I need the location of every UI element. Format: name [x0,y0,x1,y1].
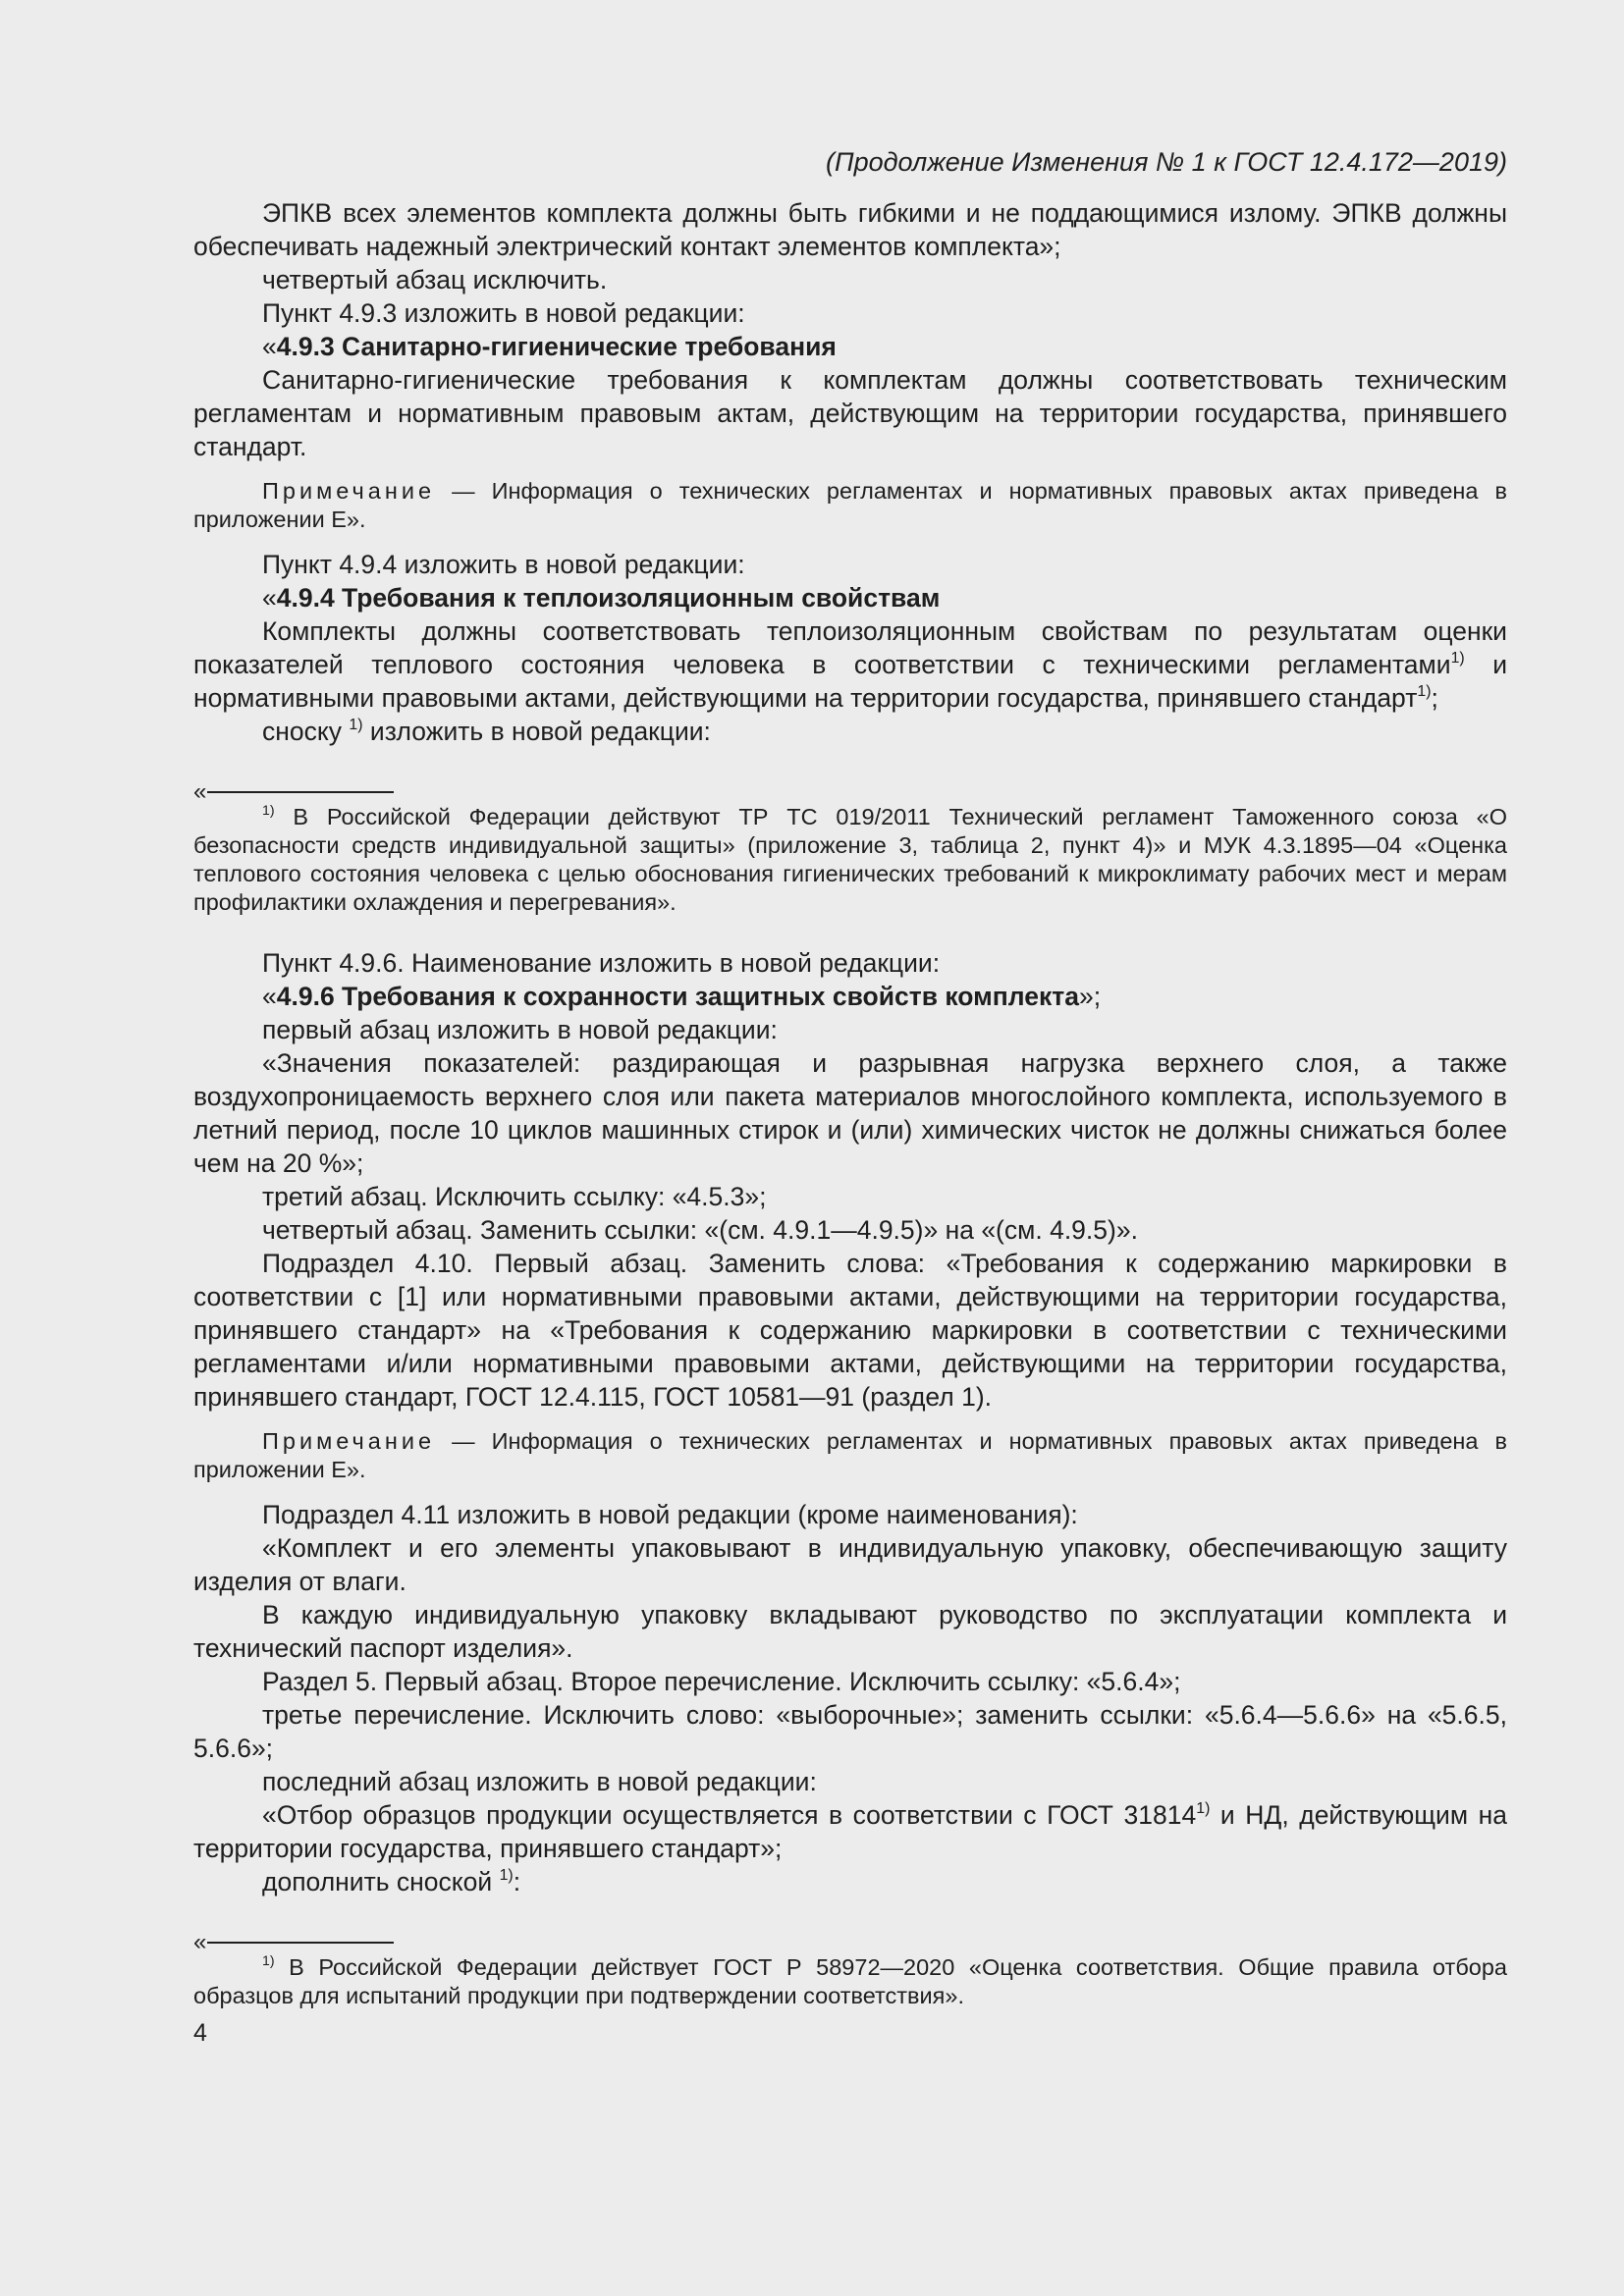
paragraph: последний абзац изложить в новой редакции: [262,1767,817,1796]
paragraph: первый абзац изложить в новой редакции: [262,1015,778,1044]
paragraph: Санитарно-гигиенические требования к комплектам должны соответствовать техническим регламентам и нормативным правовым актам, действующим на территории государства, принявшего стандарт. [193,365,1507,461]
paragraph: сноску $^{1)}$ изложить в новой редакции: [262,717,711,746]
paragraph: третий абзац. Исключить ссылку: «4.5.3»; [262,1182,767,1211]
section-heading-4-9-4: «4.9.4 Требования к теплоизоляционным свойствам [262,583,941,613]
paragraph: Подраздел 4.11 изложить в новой редакции (кроме наименования): [262,1500,1078,1529]
footnote-text: $^{1)}$ В Российской Федерации действуют ТР ТС 019/2011 Технический регламент Таможенного союза «О безопасности средств индивидуальной защиты» (приложение 3, таблица 2, пункт 4)» и МУК 4.3.1895—04 «Оценка теплового состояния человека с целью обоснования гигиенических требований к микроклимату рабочих мест и мерам профилактики охлаждения и перегревания». [193,802,1507,915]
paragraph: четвертый абзац исключить. [262,265,608,294]
paragraph: «Значения показателей: раздирающая и разрывная нагрузка верхнего слоя, а также воздухопроницаемость верхнего слоя или пакета материалов многослойного комплекта, используемого в летний период, после 10 циклов машинных стирок и (или) химических чисток не должны снижаться более чем на 20 %»; [193,1048,1507,1178]
paragraph: Пункт 4.9.6. Наименование изложить в новой редакции: [262,948,941,978]
note: Примечание — Информация о технических регламентах и нормативных правовых актах приведена в приложении Е». [193,478,1507,532]
footnote-separator: « [193,781,1507,803]
paragraph: четвертый абзац. Заменить ссылки: «(см. 4.9.1—4.9.5)» на «(см. 4.9.5)». [262,1215,1138,1245]
section-heading-4-9-3: «4.9.3 Санитарно-гигиенические требования [262,332,837,361]
paragraph: Комплекты должны соответствовать теплоизоляционным свойствам по результатам оценки показателей теплового состояния человека в соответствии с техническими регламентами$^{1)}$ и нормативными правовыми актами, действующими на территории государства, принявшего стандарт$^{1)}$; [193,616,1507,713]
document-page [193,145,1507,2048]
paragraph: «Комплект и его элементы упаковывают в индивидуальную упаковку, обеспечивающую защиту изделия от влаги. [193,1533,1507,1596]
footnote-block [193,1929,1507,2010]
paragraph: Пункт 4.9.3 изложить в новой редакции: [262,298,745,328]
page-number: 4 [193,2019,207,2047]
paragraph: ЭПКВ всех элементов комплекта должны быть гибкими и не поддающимися излому. ЭПКВ должны обеспечивать надежный электрический контакт элементов комплекта»; [193,198,1507,261]
paragraph: дополнить сноской $^{1)}$: [262,1867,521,1896]
paragraph: Подраздел 4.10. Первый абзац. Заменить слова: «Требования к содержанию маркировки в соответствии с [1] или нормативными правовыми актами, действующими на территории государства, принявшего стандарт» на «Требования к содержанию маркировки в соответствии с техническими регламентами и/или нормативными правовыми актами, действующими на территории государства, принявшего стандарт, ГОСТ 12.4.115, ГОСТ 10581—91 (раздел 1). [193,1249,1507,1412]
running-header: (Продолжение Изменения № 1 к ГОСТ 12.4.172—2019) [826,147,1507,177]
paragraph: Раздел 5. Первый абзац. Второе перечисление. Исключить ссылку: «5.6.4»; [262,1667,1181,1696]
footnote-block [193,778,1507,917]
paragraph: третье перечисление. Исключить слово: «выборочные»; заменить ссылки: «5.6.4—5.6.6» на «5.6.5, 5.6.6»; [193,1700,1507,1763]
note: Примечание — Информация о технических регламентах и нормативных правовых актах приведена в приложении Е». [193,1428,1507,1482]
section-heading-4-9-6: «4.9.6 Требования к сохранности защитных свойств комплекта»; [262,982,1102,1011]
paragraph: В каждую индивидуальную упаковку вкладывают руководство по эксплуатации комплекта и технический паспорт изделия». [193,1600,1507,1663]
footnote-text: $^{1)}$ В Российской Федерации действует ГОСТ Р 58972—2020 «Оценка соответствия. Общие правила отбора образцов для испытаний продукции при подтверждении соответствия». [193,1952,1507,2008]
footnote-separator: « [193,1932,1507,1953]
paragraph: Пункт 4.9.4 изложить в новой редакции: [262,550,745,579]
paragraph: «Отбор образцов продукции осуществляется в соответствии с ГОСТ 31814$^{1)}$ и НД, действующим на территории государства, принявшего стандарт»; [193,1800,1507,1863]
